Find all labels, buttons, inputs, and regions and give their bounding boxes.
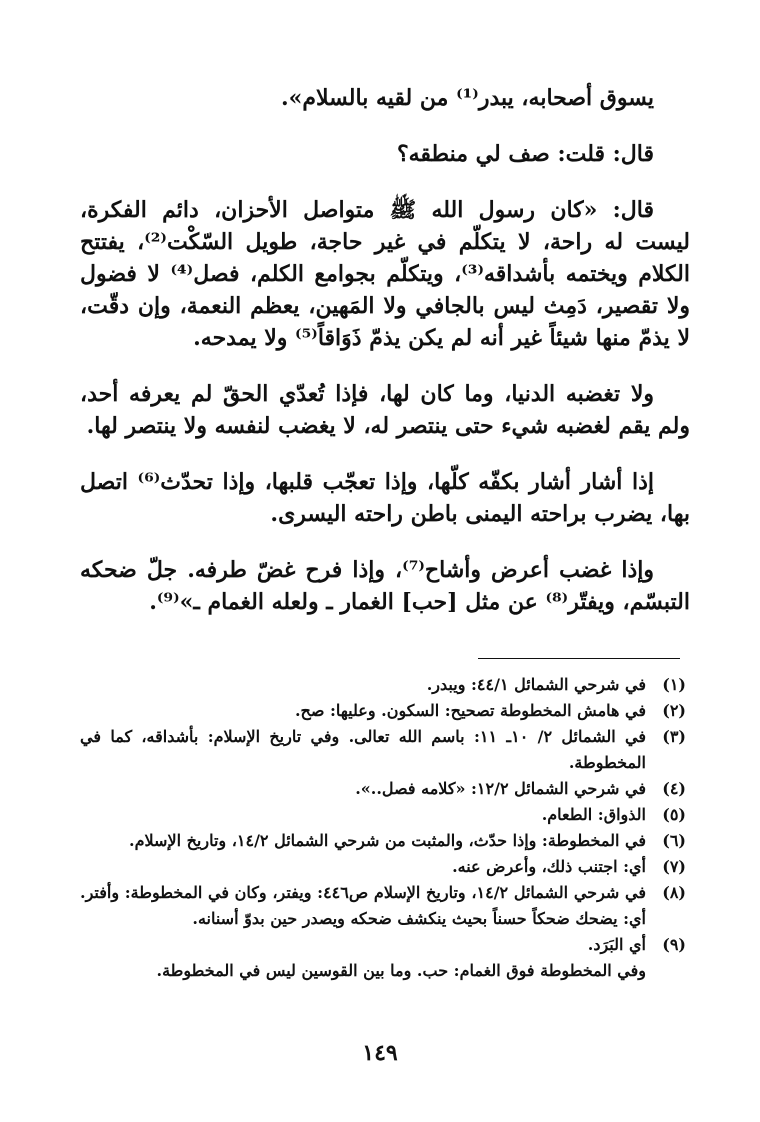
footnote-continuation: وفي المخطوطة فوق الغمام: حب. وما بين القوسين ليس في المخطوطة. — [156, 961, 646, 980]
footnote-divider — [478, 658, 680, 659]
footnote — [80, 724, 686, 776]
paragraph: قال: «كان رسول الله ﷺ متواصل الأحزان، دائم الفكرة، ليست له راحة، لا يتكلّم في غير حاجة، طويل السّكْت⁽²⁾، يفتتح الكلام ويختمه بأشداقه⁽³⁾، ويتكلّم بجوامع الكلم، فصل⁽⁴⁾ لا فضول ولا تقصير، دَمِث ليس بالجافي ولا المَهين، يعظم النعمة، وإن دقّت، لا يذمّ منها شيئاً غير أنه لم يكن يذمّ ذَوَاقاً⁽⁵⁾ ولا يمدحه. — [80, 197, 690, 351]
footnote-number: (٥) — [662, 805, 686, 824]
paragraph: يسوق أصحابه، يبدر⁽¹⁾ من لقيه بالسلام». — [281, 85, 654, 111]
main-text — [80, 82, 690, 642]
footnotes — [80, 672, 686, 984]
paragraph: قال: قلت: صف لي منطقه؟ — [396, 141, 654, 167]
footnote-text: في شرحي الشمائل ١٤/٢، وتاريخ الإسلام ص٤٤٦: ويفتر، وكان في المخطوطة: وأفتر. أي: يضحك ضحكاً حسناً بحيث ينكشف ضحكه ويصدر حين بدوّ أسنانه. — [80, 883, 646, 928]
footnote-text: في هامش المخطوطة تصحيح: السكون. وعليها: صح. — [294, 701, 646, 720]
footnote — [80, 776, 686, 802]
footnote-number: (٨) — [662, 883, 686, 902]
footnote — [80, 854, 686, 880]
footnote-number: (٤) — [662, 779, 686, 798]
footnote-text: في الشمائل ٢/ ١٠ـ ١١: باسم الله تعالى. وفي تاريخ الإسلام: بأشداقه، كما في المخطوطة. — [80, 727, 646, 772]
footnote-text: في شرحي الشمائل ١٢/٢: «كلامه فصل..». — [355, 779, 646, 798]
footnote — [80, 672, 686, 698]
footnote-number: (٧) — [662, 857, 686, 876]
footnote — [80, 828, 686, 854]
footnote — [80, 802, 686, 828]
page-number: ١٤٩ — [362, 1040, 398, 1066]
footnote-number: (٩) — [662, 935, 686, 954]
footnote-text: في المخطوطة: وإذا حدّث، والمثبت من شرحي الشمائل ١٤/٢، وتاريخ الإسلام. — [129, 831, 646, 850]
paragraph: وإذا غضب أعرض وأشاح⁽⁷⁾، وإذا فرح غضّ طرفه. جلّ ضحكه التبسّم، ويفتّر⁽⁸⁾ عن مثل [حب] الغمار ـ ولعله الغمام ـ»⁽⁹⁾. — [80, 557, 690, 615]
footnote-number: (٦) — [662, 831, 686, 850]
paragraph: ولا تغضبه الدنيا، وما كان لها، فإذا تُعدّي الحقّ لم يعرفه أحد، ولم يقم لغضبه شيء حتى ينتصر له، لا يغضب لنفسه ولا ينتصر لها. — [80, 381, 690, 439]
footnote-number: (٢) — [662, 701, 686, 720]
footnote-text: في شرحي الشمائل ٤٤/١: ويبدر. — [426, 675, 646, 694]
paragraph: إذا أشار أشار بكفّه كلّها، وإذا تعجّب قلبها، وإذا تحدّث⁽⁶⁾ اتصل بها، يضرب براحته اليمنى باطن راحته اليسرى. — [80, 469, 690, 527]
footnote — [80, 932, 686, 958]
footnote-text: الذواق: الطعام. — [541, 805, 646, 824]
footnote-text: أي البَرَد. — [587, 935, 646, 954]
footnote — [80, 880, 686, 932]
footnote-number: (١) — [662, 675, 686, 694]
footnote-number: (٣) — [662, 727, 686, 746]
footnote — [80, 698, 686, 724]
footnote-text: أي: اجتنب ذلك، وأعرض عنه. — [452, 857, 646, 876]
